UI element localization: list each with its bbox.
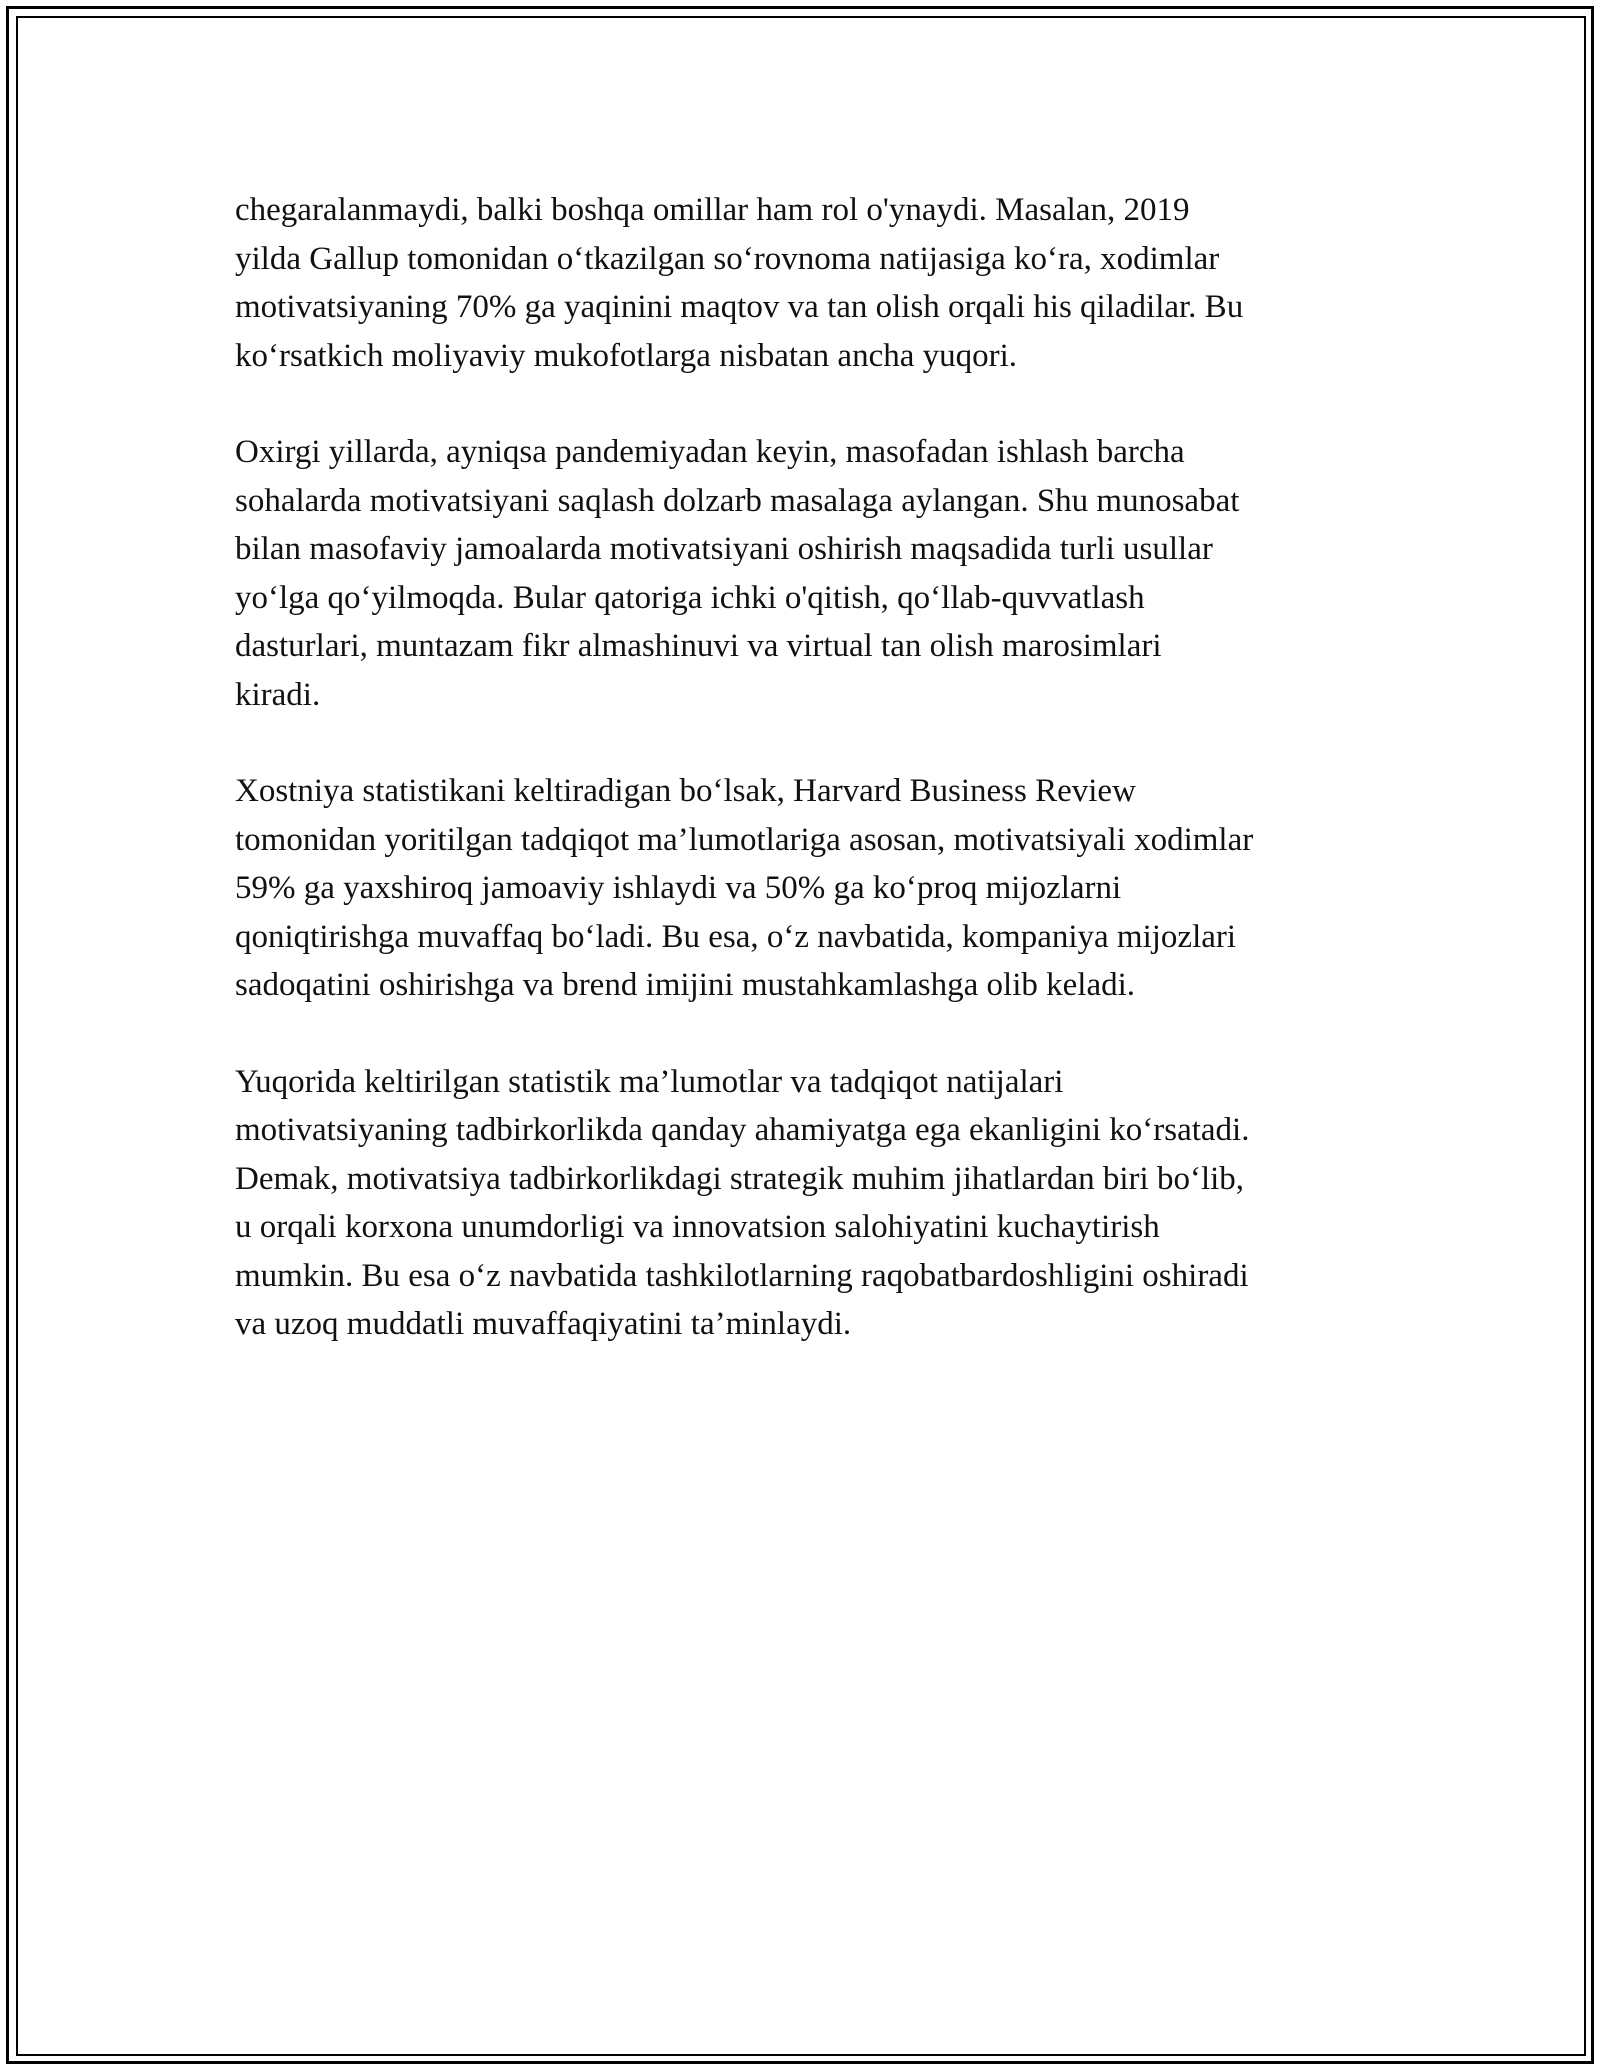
text-line: mumkin. Bu esa o‘z navbatida tashkilotlarning raqobatbardoshligini oshiradi	[235, 1257, 1249, 1294]
text-line: motivatsiyaning 70% ga yaqinini maqtov va tan olish orqali his qiladilar. Bu	[235, 289, 1244, 325]
text-line: 59% ga yaxshiroq jamoaviy ishlaydi va 50% ga ko‘proq mijozlarni	[235, 870, 1122, 906]
paragraph-2	[235, 428, 1375, 719]
text-line: sohalarda motivatsiyani saqlash dolzarb masalaga aylangan. Shu munosabat	[235, 482, 1240, 519]
text-line: yo‘lga qo‘yilmoqda. Bular qatoriga ichki o'qitish, qo‘llab-quvvatlash	[235, 579, 1145, 616]
text-line: bilan masofaviy jamoalarda motivatsiyani oshirish maqsadida turli usullar	[235, 531, 1213, 567]
text-line: kiradi.	[235, 676, 321, 713]
text-line: va uzoq muddatli muvaffaqiyatini ta’minlaydi.	[235, 1306, 852, 1342]
text-line: yilda Gallup tomonidan o‘tkazilgan so‘rovnoma natijasiga ko‘ra, xodimlar	[235, 240, 1220, 277]
paragraph-4	[235, 1058, 1375, 1349]
paragraph-3	[235, 767, 1375, 1010]
text-line: qoniqtirishga muvaffaq bo‘ladi. Bu esa, o‘z navbatida, kompaniya mijozlari	[235, 918, 1237, 955]
text-line: dasturlari, muntazam fikr almashinuvi va virtual tan olish marosimlari	[235, 628, 1162, 664]
paragraph-1	[235, 186, 1375, 380]
text-line: Xostniya statistikani keltiradigan bo‘lsak, Harvard Business Review	[235, 773, 1136, 809]
text-line: tomonidan yoritilgan tadqiqot ma’lumotlariga asosan, motivatsiyali xodimlar	[235, 821, 1254, 858]
text-line: sadoqatini oshirishga va brend imijini mustahkamlashga olib keladi.	[235, 967, 1136, 1003]
text-line: Yuqorida keltirilgan statistik ma’lumotlar va tadqiqot natijalari	[235, 1063, 1064, 1100]
text-line: Oxirgi yillarda, ayniqsa pandemiyadan keyin, masofadan ishlash barcha	[235, 434, 1185, 470]
text-line: chegaralanmaydi, balki boshqa omillar ham rol o'ynaydi. Masalan, 2019	[235, 192, 1190, 228]
text-line: motivatsiyaning tadbirkorlikda qanday ahamiyatga ega ekanligini ko‘rsatadi.	[235, 1112, 1250, 1148]
text-line: Demak, motivatsiya tadbirkorlikdagi strategik muhim jihatlardan biri bo‘lib,	[235, 1160, 1245, 1197]
text-line: ko‘rsatkich moliyaviy mukofotlarga nisbatan ancha yuqori.	[235, 337, 1018, 374]
text-line: u orqali korxona unumdorligi va innovatsion salohiyatini kuchaytirish	[235, 1209, 1160, 1245]
document-body	[235, 186, 1375, 1397]
